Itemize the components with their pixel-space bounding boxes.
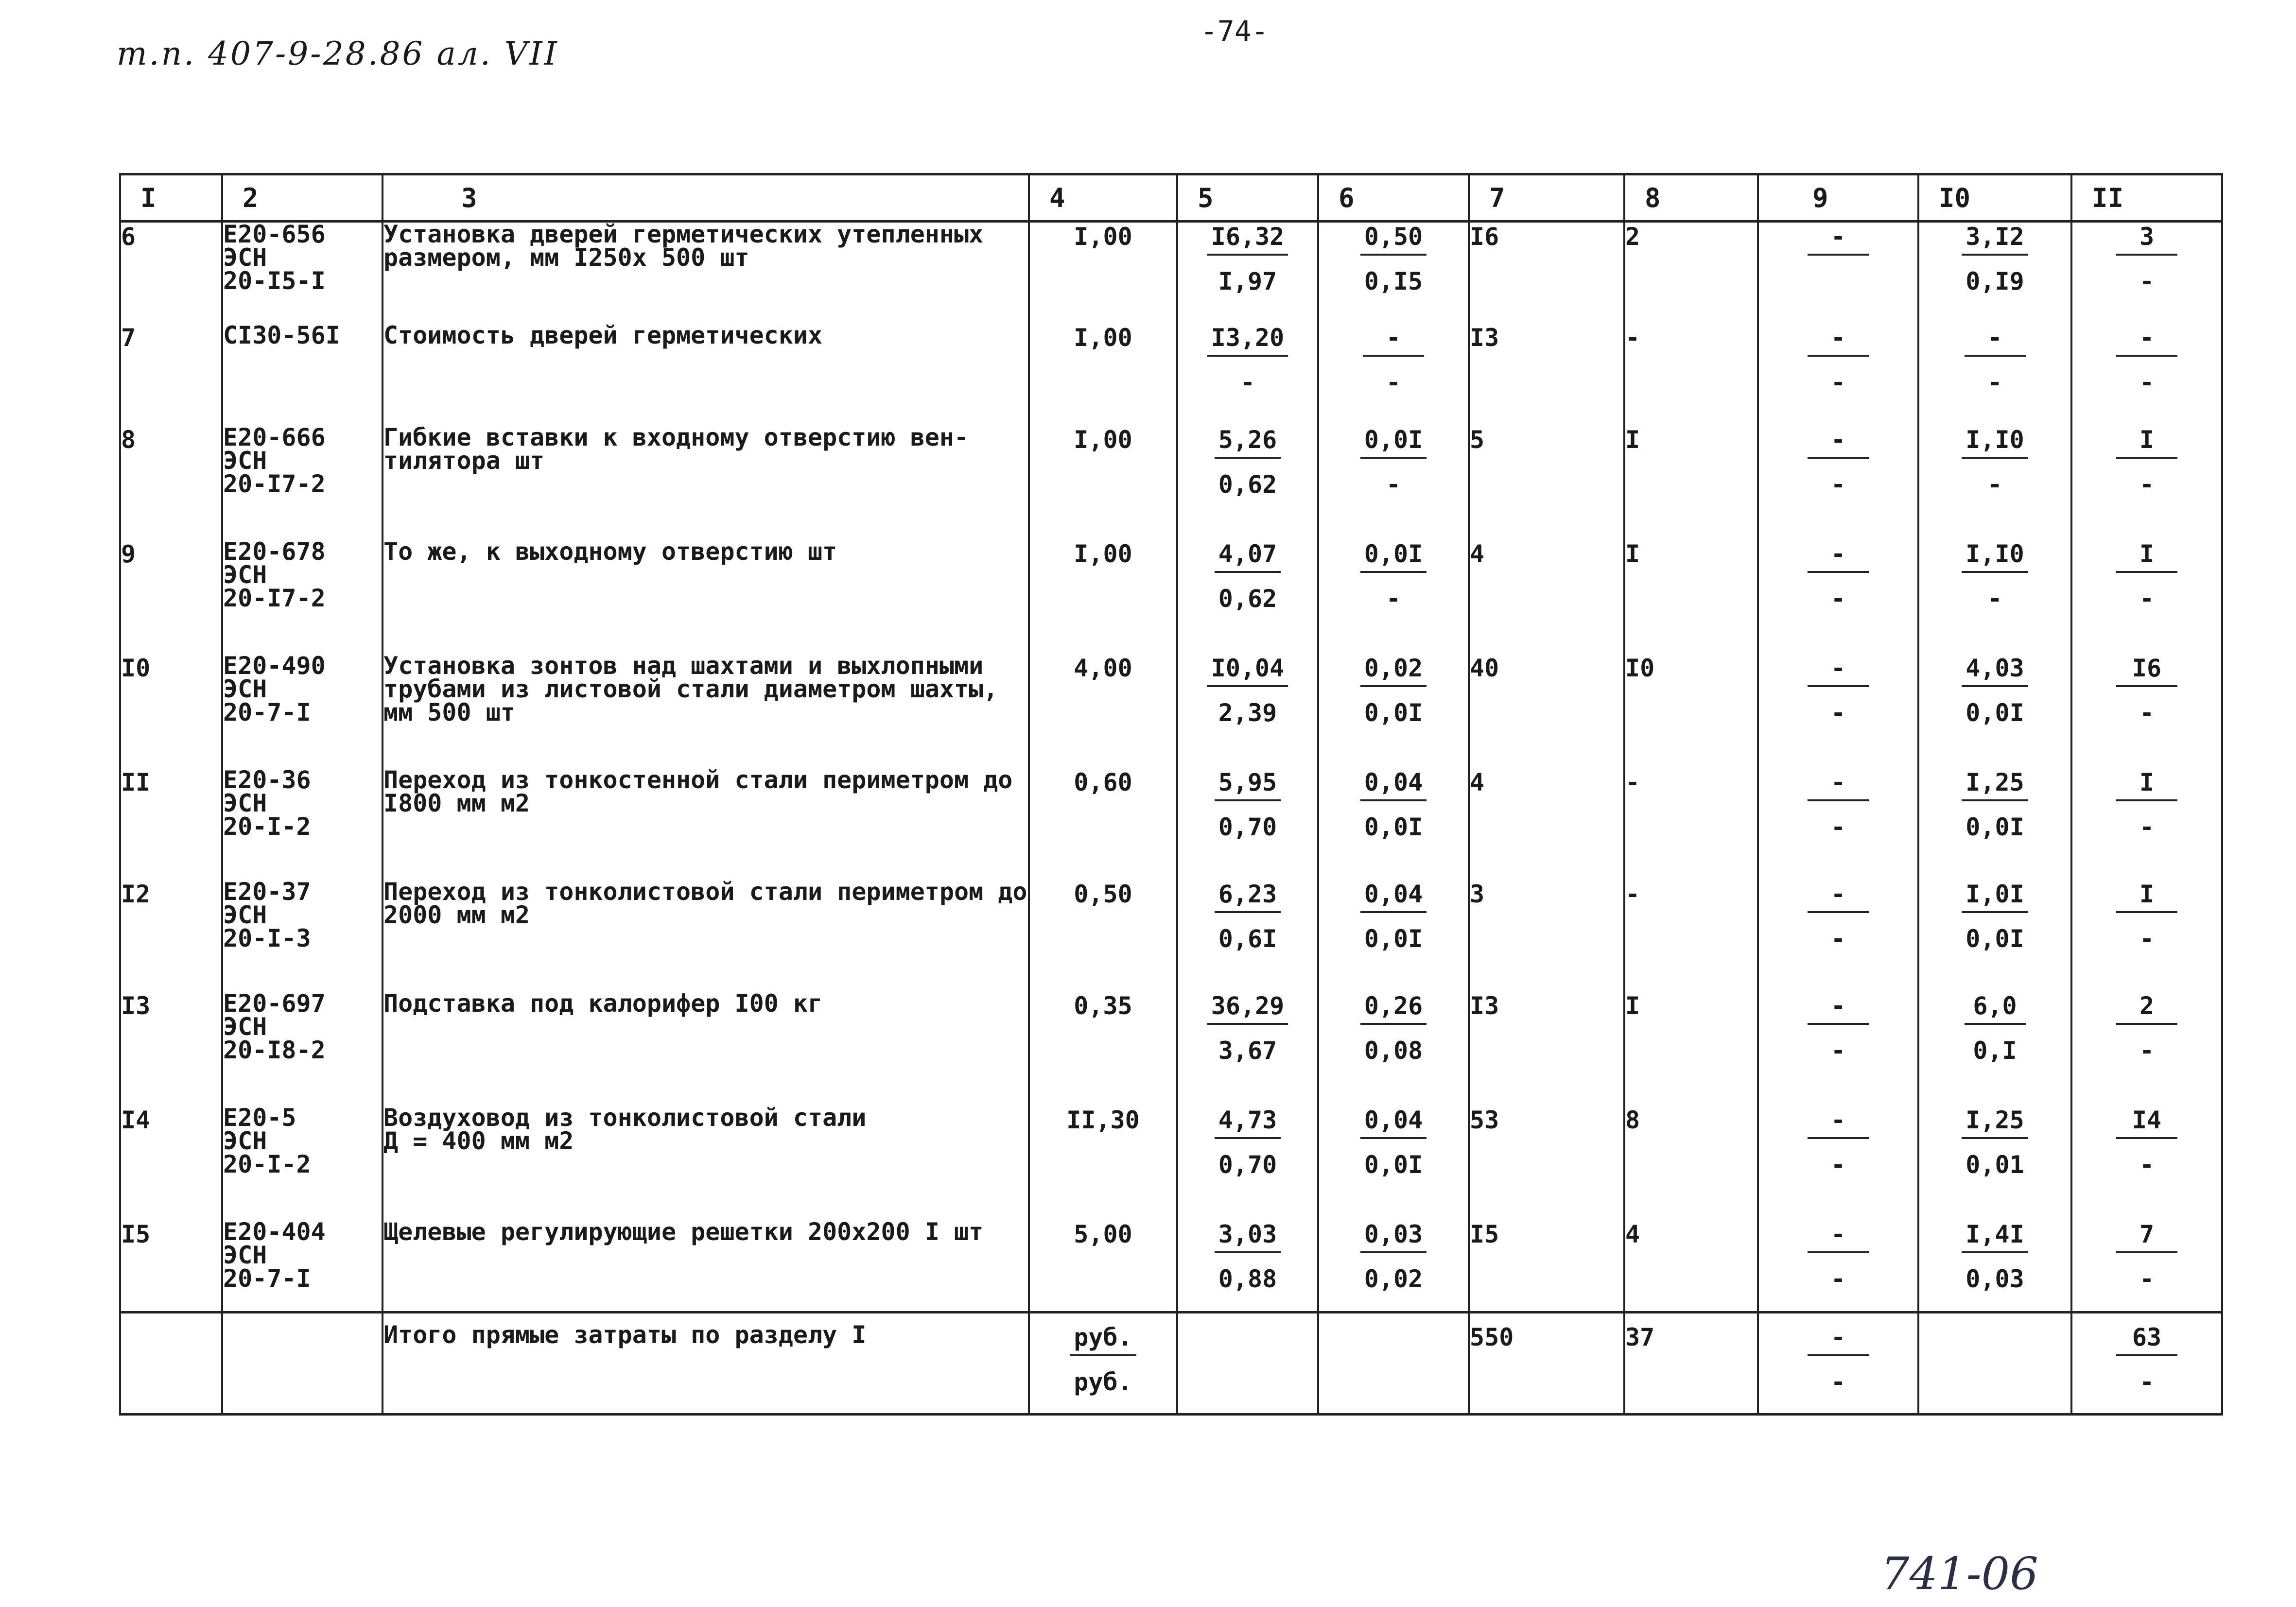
fraction-numerator: 3,03	[1215, 1220, 1281, 1253]
total-label: Итого прямые затраты по разделу I	[383, 1313, 1029, 1415]
fraction-denominator: -	[2139, 267, 2155, 295]
table-row	[120, 540, 2222, 654]
cost-col-7: 5	[1469, 426, 1624, 540]
column-header: 7	[1469, 174, 1624, 222]
fraction-denominator: -	[2139, 1368, 2155, 1396]
work-description: Щелевые регулирующие решетки 200х200 I шт	[383, 1220, 1029, 1313]
table-row	[120, 654, 2222, 768]
fraction-denominator: -	[1830, 698, 1846, 727]
fraction-denominator: 0,88	[1218, 1264, 1277, 1293]
cost-col-6	[1318, 768, 1469, 880]
fraction-denominator: -	[2139, 1264, 2155, 1293]
fraction-denominator: -	[2139, 368, 2155, 397]
norm-code: Е20-37 ЭСН 20-I-3	[222, 880, 383, 992]
cost-col-9	[1758, 222, 1918, 324]
cost-col-7: 3	[1469, 880, 1624, 992]
table-row	[120, 426, 2222, 540]
fraction-denominator: 0,I9	[1966, 267, 2024, 295]
quantity: I,00	[1029, 324, 1177, 426]
fraction-denominator: -	[2139, 1036, 2155, 1065]
cost-col-7: I6	[1469, 222, 1624, 324]
cost-col-10	[1918, 426, 2071, 540]
fraction-denominator: 0,0I	[1364, 812, 1423, 841]
fraction-denominator: 0,I	[1973, 1036, 2017, 1065]
fraction-numerator: I,25	[1962, 768, 2028, 801]
fraction-numerator: I,0I	[1962, 880, 2028, 913]
fraction-numerator: -	[1363, 324, 1424, 357]
fraction-numerator: -	[1808, 992, 1869, 1025]
item-number: 6	[120, 222, 222, 324]
cost-col-5	[1177, 992, 1318, 1106]
fraction-numerator: -	[1965, 324, 2026, 357]
cost-col-10	[1918, 654, 2071, 768]
fraction-numerator: 0,03	[1360, 1220, 1426, 1253]
fraction-denominator: -	[1386, 470, 1401, 499]
item-number: I3	[120, 992, 222, 1106]
table-row	[120, 768, 2222, 880]
fraction-numerator: -	[1808, 223, 1869, 256]
fraction-denominator: 0,0I	[1364, 698, 1423, 727]
norm-code: Е20-404 ЭСН 20-7-I	[222, 1220, 383, 1313]
cost-col-5	[1177, 324, 1318, 426]
fraction-numerator: 0,02	[1360, 654, 1426, 687]
fraction-numerator: -	[1808, 1220, 1869, 1253]
fraction-numerator: 0,0I	[1360, 540, 1426, 573]
item-number: 7	[120, 324, 222, 426]
archive-stamp-code: 741-06	[1881, 1548, 2038, 1600]
fraction-denominator: -	[2139, 1150, 2155, 1179]
cost-col-6	[1318, 654, 1469, 768]
unit-bottom: руб.	[1074, 1368, 1132, 1396]
item-number: 9	[120, 540, 222, 654]
document-code: т.п. 407-9-28.86 ал. VII	[117, 35, 559, 72]
fraction-denominator: -	[2139, 812, 2155, 841]
fraction-numerator: I,I0	[1962, 426, 2028, 459]
quantity: 0,35	[1029, 992, 1177, 1106]
quantity: 0,50	[1029, 880, 1177, 992]
quantity: 5,00	[1029, 1220, 1177, 1313]
cost-col-9	[1758, 880, 1918, 992]
total-col-11	[2071, 1313, 2222, 1415]
fraction-denominator: 0,62	[1218, 470, 1277, 499]
fraction-numerator: 0,04	[1360, 768, 1426, 801]
cost-col-5	[1177, 654, 1318, 768]
column-header: 5	[1177, 174, 1318, 222]
total-empty	[1177, 1313, 1318, 1415]
fraction-numerator: -	[1808, 426, 1869, 459]
fraction-denominator: 0,62	[1218, 584, 1277, 613]
cost-col-7: 4	[1469, 540, 1624, 654]
cost-col-7: I5	[1469, 1220, 1624, 1313]
work-description: Установка дверей герметических утепленных размером, мм I250х 500 шт	[383, 222, 1029, 324]
fraction-denominator: -	[1830, 584, 1846, 613]
total-col-9	[1758, 1313, 1918, 1415]
cost-col-6	[1318, 222, 1469, 324]
cost-col-8: 8	[1624, 1106, 1758, 1220]
quantity: 0,60	[1029, 768, 1177, 880]
fraction-denominator: -	[1987, 470, 2002, 499]
cost-col-5	[1177, 880, 1318, 992]
cost-col-5	[1177, 768, 1318, 880]
quantity: II,30	[1029, 1106, 1177, 1220]
fraction-denominator: 0,0I	[1966, 698, 2024, 727]
table-row	[120, 222, 2222, 324]
cost-col-8: I	[1624, 540, 1758, 654]
cost-col-11	[2071, 540, 2222, 654]
work-description: Подставка под калорифер I00 кг	[383, 992, 1029, 1106]
page-number: -74-	[1200, 15, 1269, 48]
fraction-denominator: 0,0I	[1364, 1150, 1423, 1179]
column-header: 2	[222, 174, 383, 222]
cost-col-10	[1918, 540, 2071, 654]
work-description: Установка зонтов над шахтами и выхлопными трубами из листовой стали диаметром шахты, мм 500 шт	[383, 654, 1029, 768]
cost-col-6	[1318, 992, 1469, 1106]
cost-col-9	[1758, 768, 1918, 880]
cost-col-8: -	[1624, 324, 1758, 426]
cost-col-5	[1177, 540, 1318, 654]
fraction-numerator: 4,03	[1962, 654, 2028, 687]
cost-col-10	[1918, 324, 2071, 426]
fraction-denominator: -	[1830, 924, 1846, 953]
column-header: 8	[1624, 174, 1758, 222]
unit-top: руб.	[1070, 1323, 1136, 1356]
item-number: I5	[120, 1220, 222, 1313]
cost-col-10	[1918, 1106, 2071, 1220]
work-description: Воздуховод из тонколистовой стали Д = 400 мм м2	[383, 1106, 1029, 1220]
table-row	[120, 880, 2222, 992]
cost-col-6	[1318, 1106, 1469, 1220]
column-header: 4	[1029, 174, 1177, 222]
fraction-denominator: 0,03	[1966, 1264, 2024, 1293]
total-empty	[222, 1313, 383, 1415]
total-empty	[1318, 1313, 1469, 1415]
total-col-8: 37	[1624, 1313, 1758, 1415]
fraction-denominator: 0,6I	[1218, 924, 1277, 953]
fraction-numerator: 0,50	[1360, 223, 1426, 256]
quantity: 4,00	[1029, 654, 1177, 768]
fraction-numerator: 0,04	[1360, 1106, 1426, 1139]
fraction-numerator: I4	[2116, 1106, 2177, 1139]
total-empty	[1918, 1313, 2071, 1415]
quantity: I,00	[1029, 426, 1177, 540]
fraction-denominator: -	[2139, 924, 2155, 953]
item-number: II	[120, 768, 222, 880]
cost-col-7: 4	[1469, 768, 1624, 880]
fraction-numerator: -	[1808, 768, 1869, 801]
column-header: 6	[1318, 174, 1469, 222]
fraction-denominator: -	[1830, 1036, 1846, 1065]
cost-col-7: I3	[1469, 992, 1624, 1106]
cost-col-11	[2071, 324, 2222, 426]
cost-col-7: I3	[1469, 324, 1624, 426]
work-description: То же, к выходному отверстию шт	[383, 540, 1029, 654]
cost-col-5	[1177, 426, 1318, 540]
fraction-denominator: -	[1987, 584, 2002, 613]
estimate-table	[119, 173, 2223, 1416]
total-units	[1029, 1313, 1177, 1415]
cost-col-10	[1918, 992, 2071, 1106]
fraction-numerator: I0,04	[1207, 654, 1288, 687]
fraction-denominator: 0,01	[1966, 1150, 2024, 1179]
fraction-numerator: 5,26	[1215, 426, 1281, 459]
fraction-numerator: -	[1808, 880, 1869, 913]
fraction-numerator: 6,23	[1215, 880, 1281, 913]
norm-code: Е20-490 ЭСН 20-7-I	[222, 654, 383, 768]
cost-col-9	[1758, 324, 1918, 426]
cost-col-5	[1177, 1220, 1318, 1313]
fraction-numerator: I	[2116, 540, 2177, 573]
fraction-numerator: 36,29	[1207, 992, 1288, 1025]
fraction-numerator: -	[1808, 540, 1869, 573]
fraction-denominator: -	[1830, 470, 1846, 499]
cost-col-8: I0	[1624, 654, 1758, 768]
cost-col-11	[2071, 654, 2222, 768]
norm-code: СI30-56I	[222, 324, 383, 426]
fraction-numerator: -	[1808, 654, 1869, 687]
fraction-numerator: 4,73	[1215, 1106, 1281, 1139]
fraction-numerator: I	[2116, 768, 2177, 801]
fraction-denominator: -	[1830, 812, 1846, 841]
quantity: I,00	[1029, 540, 1177, 654]
cost-col-9	[1758, 540, 1918, 654]
fraction-numerator: -	[1808, 1106, 1869, 1139]
cost-col-6	[1318, 880, 1469, 992]
fraction-numerator: -	[1808, 324, 1869, 357]
cost-col-9	[1758, 1220, 1918, 1313]
fraction-denominator: -	[1987, 368, 2002, 397]
cost-col-10	[1918, 880, 2071, 992]
fraction-numerator: I3,20	[1207, 324, 1288, 357]
cost-col-5	[1177, 1106, 1318, 1220]
fraction-numerator: I,25	[1962, 1106, 2028, 1139]
fraction-denominator: 0,0I	[1966, 924, 2024, 953]
cost-col-7: 40	[1469, 654, 1624, 768]
total-row	[120, 1313, 2222, 1415]
quantity: I,00	[1029, 222, 1177, 324]
table-row	[120, 992, 2222, 1106]
cost-col-6	[1318, 1220, 1469, 1313]
fraction-denominator: -	[2139, 698, 2155, 727]
cost-col-10	[1918, 1220, 2071, 1313]
item-number: I4	[120, 1106, 222, 1220]
work-description: Переход из тонколистовой стали периметром до 2000 мм м2	[383, 880, 1029, 992]
cost-col-9	[1758, 654, 1918, 768]
work-description: Стоимость дверей герметических	[383, 324, 1029, 426]
fraction-denominator: -	[1830, 1264, 1846, 1293]
fraction-denominator: -	[1386, 584, 1401, 613]
fraction-numerator: 4,07	[1215, 540, 1281, 573]
table-row	[120, 324, 2222, 426]
norm-code: Е20-36 ЭСН 20-I-2	[222, 768, 383, 880]
column-header: II	[2071, 174, 2222, 222]
fraction-numerator: 0,04	[1360, 880, 1426, 913]
work-description: Переход из тонкостенной стали периметром до I800 мм м2	[383, 768, 1029, 880]
fraction-numerator: 6,0	[1965, 992, 2026, 1025]
cost-col-8: I	[1624, 426, 1758, 540]
fraction-numerator: 3,I2	[1962, 223, 2028, 256]
table-row	[120, 1106, 2222, 1220]
column-header: I0	[1918, 174, 2071, 222]
fraction-numerator: 0,26	[1360, 992, 1426, 1025]
column-header: I	[120, 174, 222, 222]
fraction-denominator: 0,70	[1218, 1150, 1277, 1179]
cost-col-10	[1918, 768, 2071, 880]
fraction-denominator: -	[1240, 368, 1255, 397]
cost-col-9	[1758, 992, 1918, 1106]
cost-col-8: 2	[1624, 222, 1758, 324]
norm-code: Е20-697 ЭСН 20-I8-2	[222, 992, 383, 1106]
norm-code: Е20-678 ЭСН 20-I7-2	[222, 540, 383, 654]
norm-code: Е20-656 ЭСН 20-I5-I	[222, 222, 383, 324]
cost-col-11	[2071, 992, 2222, 1106]
fraction-numerator: I,I0	[1962, 540, 2028, 573]
fraction-numerator: 5,95	[1215, 768, 1281, 801]
cost-col-11	[2071, 222, 2222, 324]
cost-col-7: 53	[1469, 1106, 1624, 1220]
cost-col-8: I	[1624, 992, 1758, 1106]
fraction-numerator: -	[1808, 1323, 1869, 1356]
table-header-row	[120, 174, 2222, 222]
fraction-numerator: 7	[2116, 1220, 2177, 1253]
fraction-denominator: I,97	[1218, 267, 1277, 295]
cost-col-8: -	[1624, 768, 1758, 880]
fraction-denominator: 0,70	[1218, 812, 1277, 841]
fraction-denominator: 0,0I	[1966, 812, 2024, 841]
fraction-numerator: -	[2116, 324, 2177, 357]
cost-col-11	[2071, 1220, 2222, 1313]
table-row	[120, 1220, 2222, 1313]
cost-col-9	[1758, 1106, 1918, 1220]
fraction-denominator: 2,39	[1218, 698, 1277, 727]
fraction-numerator: I,4I	[1962, 1220, 2028, 1253]
cost-col-6	[1318, 540, 1469, 654]
cost-col-5	[1177, 222, 1318, 324]
fraction-numerator: I	[2116, 426, 2177, 459]
norm-code: Е20-666 ЭСН 20-I7-2	[222, 426, 383, 540]
fraction-numerator: I6	[2116, 654, 2177, 687]
fraction-denominator: 3,67	[1218, 1036, 1277, 1065]
fraction-denominator: -	[2139, 470, 2155, 499]
total-empty	[120, 1313, 222, 1415]
cost-col-11	[2071, 880, 2222, 992]
fraction-numerator: 63	[2116, 1323, 2177, 1356]
column-header: 9	[1758, 174, 1918, 222]
fraction-denominator: 0,08	[1364, 1036, 1423, 1065]
cost-col-6	[1318, 426, 1469, 540]
fraction-denominator: -	[2139, 584, 2155, 613]
cost-col-11	[2071, 1106, 2222, 1220]
item-number: 8	[120, 426, 222, 540]
fraction-numerator: 3	[2116, 223, 2177, 256]
cost-col-8: -	[1624, 880, 1758, 992]
fraction-denominator: -	[1386, 368, 1401, 397]
total-col-7: 550	[1469, 1313, 1624, 1415]
cost-col-11	[2071, 768, 2222, 880]
fraction-denominator: 0,I5	[1364, 267, 1423, 295]
cost-col-6	[1318, 324, 1469, 426]
cost-col-10	[1918, 222, 2071, 324]
fraction-numerator: I	[2116, 880, 2177, 913]
fraction-denominator: -	[1830, 1150, 1846, 1179]
fraction-numerator: 0,0I	[1360, 426, 1426, 459]
work-description: Гибкие вставки к входному отверстию вен- тилятора шт	[383, 426, 1029, 540]
cost-col-8: 4	[1624, 1220, 1758, 1313]
fraction-denominator: -	[1830, 1368, 1846, 1396]
fraction-denominator: 0,0I	[1364, 924, 1423, 953]
cost-col-11	[2071, 426, 2222, 540]
cost-col-9	[1758, 426, 1918, 540]
fraction-denominator: -	[1830, 368, 1846, 397]
fraction-denominator: 0,02	[1364, 1264, 1423, 1293]
column-header: 3	[383, 174, 1029, 222]
item-number: I2	[120, 880, 222, 992]
item-number: I0	[120, 654, 222, 768]
norm-code: Е20-5 ЭСН 20-I-2	[222, 1106, 383, 1220]
fraction-numerator: 2	[2116, 992, 2177, 1025]
fraction-numerator: I6,32	[1207, 223, 1288, 256]
